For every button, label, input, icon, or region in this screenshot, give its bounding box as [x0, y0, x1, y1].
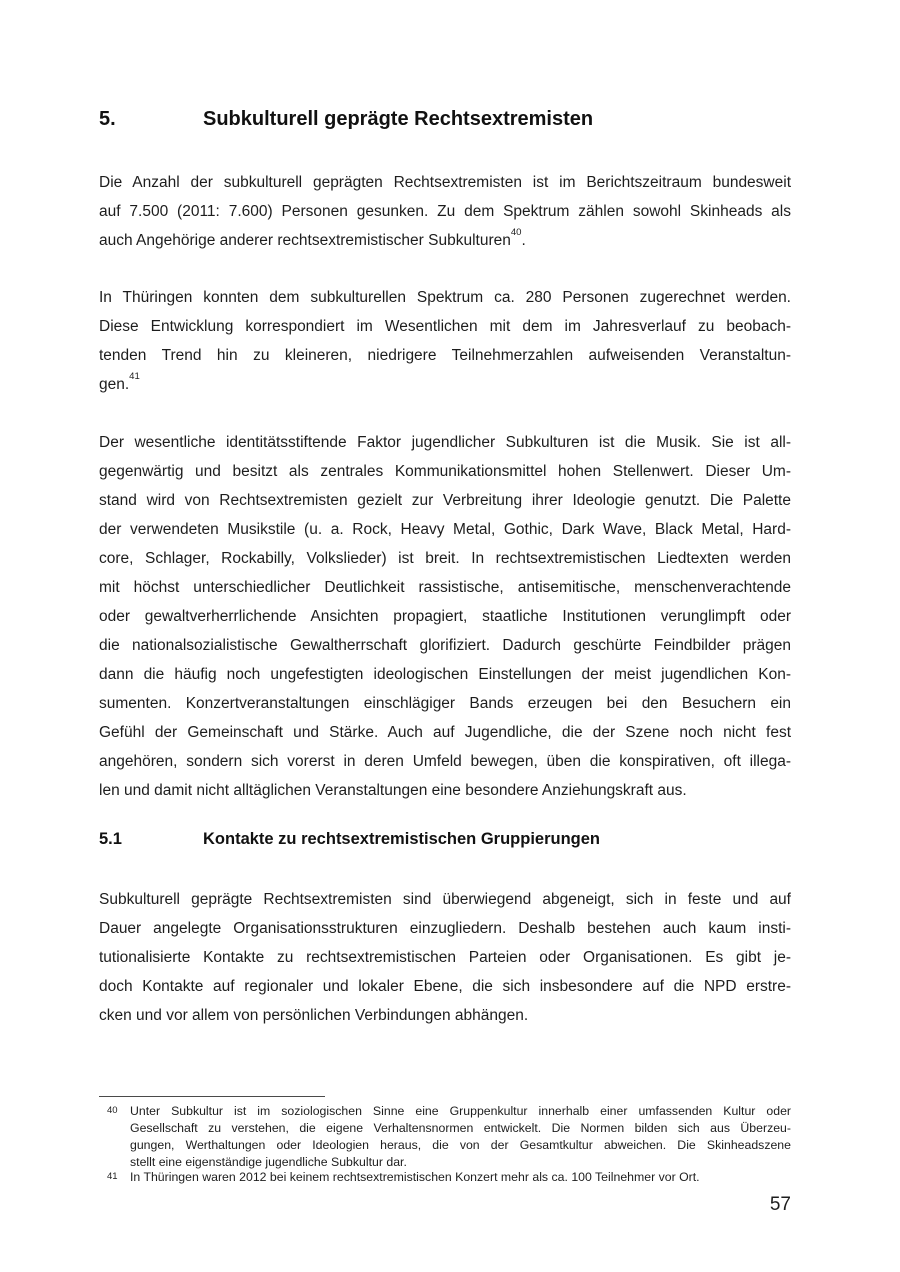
text-line: tenden Trend hin zu kleineren, niedrigere Teilnehmerzahlen aufweisenden Veranstaltun-	[99, 347, 791, 364]
footnote-text	[130, 1103, 791, 1171]
text-line: Der wesentliche identitätsstiftende Faktor jugendlicher Subkulturen ist die Musik. Sie ist all-	[99, 434, 791, 451]
text-line: sumenten. Konzertveranstaltungen einschlägiger Bands erzeugen bei den Besuchern ein	[99, 695, 791, 712]
section-number: 5.	[99, 108, 116, 130]
text-line: Die Anzahl der subkulturell geprägten Rechtsextremisten ist im Berichtszeitraum bundesweit	[99, 174, 791, 191]
text-line: dann die häufig noch ungefestigten ideologischen Einstellungen der meist jugendlichen Kon-	[99, 666, 791, 683]
section-number: 5.1	[99, 830, 122, 848]
text-line: gungen, Werthaltungen oder Ideologien heraus, die von der Gesamtkultur abweichen. Die Skinheadszene	[130, 1138, 791, 1152]
paragraph-3	[99, 428, 791, 805]
text-line: In Thüringen waren 2012 bei keinem rechtsextremistischen Konzert mehr als ca. 100 Teilnehmer vor Ort.	[130, 1170, 700, 1184]
footnote-marker: 41	[107, 1171, 118, 1182]
text-line: Gesellschaft zu verstehen, die eigene Verhaltensnormen entwickelt. Die Normen bilden sich aus Überzeu-	[130, 1121, 791, 1135]
text-line: mit höchst unterschiedlicher Deutlichkeit rassistische, antisemitische, menschenverachtende	[99, 579, 791, 596]
paragraph-2	[99, 283, 791, 399]
text-line: In Thüringen konnten dem subkulturellen Spektrum ca. 280 Personen zugerechnet werden.	[99, 289, 791, 306]
text-line: doch Kontakte auf regionaler und lokaler Ebene, die sich insbesondere auf die NPD erstre-	[99, 978, 791, 995]
footnote-text	[130, 1169, 791, 1186]
text-line: Dauer angelegte Organisationsstrukturen einzugliedern. Deshalb bestehen auch kaum insti-	[99, 920, 791, 937]
paragraph-1	[99, 168, 791, 255]
page-number: 57	[769, 1194, 791, 1215]
footnote-40	[99, 1103, 791, 1171]
text-line: cken und vor allem von persönlichen Verbindungen abhängen.	[99, 1007, 529, 1024]
footnote-41	[99, 1169, 791, 1186]
text-line: gen.$^{41}$	[99, 370, 140, 393]
section-title: Subkulturell geprägte Rechtsextremisten	[203, 108, 594, 130]
text-line: die nationalsozialistische Gewaltherrschaft glorifiziert. Dadurch geschürte Feindbilder prägen	[99, 637, 791, 654]
text-line: tutionalisierte Kontakte zu rechtsextremistischen Parteien oder Organisationen. Es gibt je-	[99, 949, 791, 966]
text-line: auch Angehörige anderer rechtsextremistischer Subkulturen$^{40}$.	[99, 226, 526, 249]
text-line: der verwendeten Musikstile (u. a. Rock, Heavy Metal, Gothic, Dark Wave, Black Metal, Hard-	[99, 521, 791, 538]
section-heading-5	[99, 106, 791, 132]
text-line: stellt eine eigenständige jugendliche Subkultur dar.	[130, 1155, 407, 1169]
text-line: angehören, sondern sich vorerst in deren Umfeld bewegen, üben die konspirativen, oft illega-	[99, 753, 791, 770]
footnote-marker: 40	[107, 1105, 118, 1116]
text-line: Diese Entwicklung korrespondiert im Wesentlichen mit dem im Jahresverlauf zu beobach-	[99, 318, 791, 335]
text-line: Unter Subkultur ist im soziologischen Sinne eine Gruppenkultur innerhalb einer umfassenden Kultur oder	[130, 1104, 791, 1118]
text-line: len und damit nicht alltäglichen Veranstaltungen eine besondere Anziehungskraft aus.	[99, 782, 687, 799]
paragraph-4	[99, 885, 791, 1030]
footnote-ref: 40	[510, 226, 522, 238]
text-line: oder gewaltverherrlichende Ansichten propagiert, staatliche Institutionen verunglimpft oder	[99, 608, 791, 625]
text-line: Subkulturell geprägte Rechtsextremisten sind überwiegend abgeneigt, sich in feste und auf	[99, 891, 791, 908]
text-line: stand wird von Rechtsextremisten gezielt zur Verbreitung ihrer Ideologie genutzt. Die Palette	[99, 492, 791, 509]
footnote-ref: 41	[129, 370, 140, 382]
text-line: core, Schlager, Rockabilly, Volkslieder) ist breit. In rechtsextremistischen Liedtexten werden	[99, 550, 791, 567]
text-line: auf 7.500 (2011: 7.600) Personen gesunken. Zu dem Spektrum zählen sowohl Skinheads als	[99, 203, 791, 220]
text-line: Gefühl der Gemeinschaft und Stärke. Auch auf Jugendliche, die der Szene noch nicht fest	[99, 724, 791, 741]
text-line: gegenwärtig und besitzt als zentrales Kommunikationsmittel hohen Stellenwert. Dieser Um-	[99, 463, 791, 480]
footnote-separator	[99, 1096, 325, 1097]
section-title: Kontakte zu rechtsextremistischen Gruppierungen	[203, 830, 601, 848]
section-heading-5-1	[99, 827, 791, 851]
